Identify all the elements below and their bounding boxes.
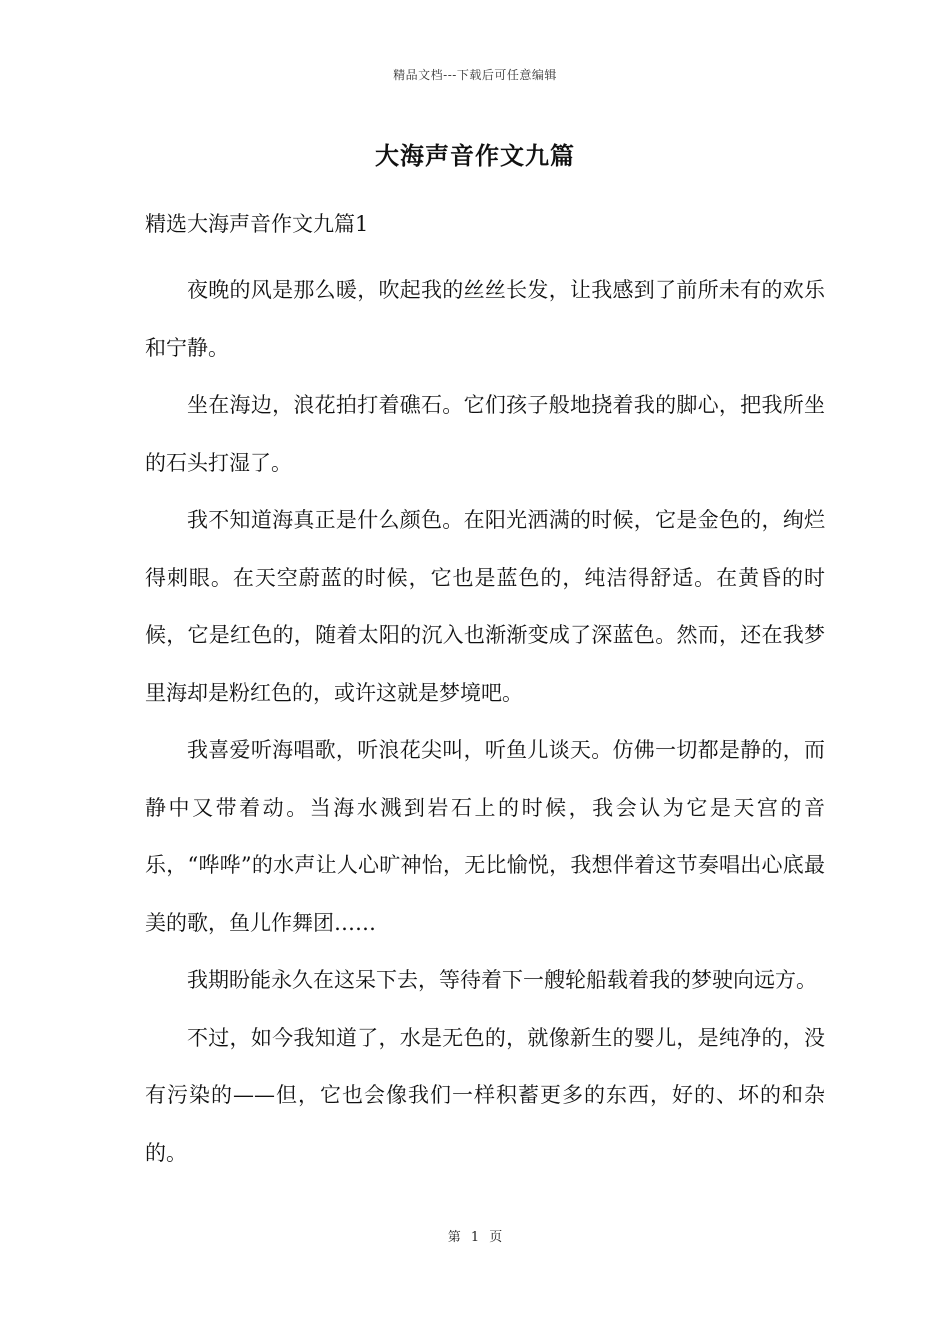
footer-prefix: 第 — [447, 1230, 461, 1245]
paragraph-5: 我期盼能永久在这呆下去，等待着下一艘轮船载着我的梦驶向远方。 — [187, 968, 817, 992]
paragraph-4: 我喜爱听海唱歌，听浪花尖叫，听鱼儿谈天。仿佛一切都是静的，而静中又带着动。当海水溅到岩石上的时候，我会认为它是天宫的音乐，“哗哗”的水声让人心旷神怡，无比愉悦，我想伴着这节奏唱出心底最美的歌，鱼儿作舞团…… — [145, 738, 825, 935]
page-footer — [0, 1226, 950, 1245]
footer-page-number: 1 — [470, 1230, 480, 1245]
paragraph-2: 坐在海边，浪花拍打着礁石。它们孩子般地挠着我的脚心，把我所坐的石头打湿了。 — [145, 393, 825, 475]
paragraph-3: 我不知道海真正是什么颜色。在阳光洒满的时候，它是金色的，绚烂得刺眼。在天空蔚蓝的时候，它也是蓝色的，纯洁得舒适。在黄昏的时候，它是红色的，随着太阳的沉入也渐渐变成了深蓝色。然而，还在我梦里海却是粉红色的，或许这就是梦境吧。 — [145, 508, 825, 705]
section-heading: 精选大海声音作文九篇1 — [145, 212, 369, 236]
paragraph-1: 夜晚的风是那么暖，吹起我的丝丝长发，让我感到了前所未有的欢乐和宁静。 — [145, 278, 825, 360]
footer-suffix: 页 — [489, 1230, 503, 1245]
document-body — [145, 206, 825, 1182]
document-title: 大海声音作文九篇 — [375, 141, 575, 170]
header-note: 精品文档---下载后可任意编辑 — [393, 68, 557, 82]
paragraph-6: 不过，如今我知道了，水是无色的，就像新生的婴儿，是纯净的，没有污染的——但，它也会像我们一样积蓄更多的东西，好的、坏的和杂的。 — [145, 1025, 825, 1165]
